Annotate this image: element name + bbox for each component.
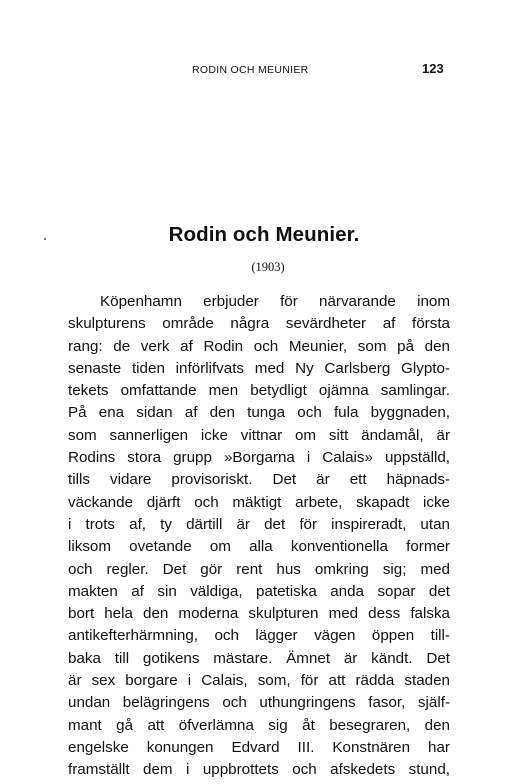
text-line: som sannerligen icke vittnar om sitt ändamål, är	[68, 426, 450, 444]
body-text	[68, 291, 450, 782]
text-line: mant gå att öfverlämna sig åt besegraren, den	[68, 716, 450, 734]
text-line: tekets omfattande men betydligt ojämna samlingar.	[68, 382, 450, 400]
text-line: baka till gotikens mästare. Ämnet är kändt. Det	[68, 649, 450, 667]
chapter-year: (1903)	[251, 260, 285, 274]
text-line: i trots af, ty därtill är det för inspireradt, utan	[68, 515, 450, 533]
running-title: RODIN OCH MEUNIER	[192, 64, 309, 76]
text-line: makten af sin väldiga, patetiska anda sopar det	[68, 582, 450, 600]
running-header	[0, 62, 520, 78]
text-line: bort hela den moderna skulpturen med dess falska	[68, 605, 450, 623]
text-line: skulpturens område några sevärdheter af första	[68, 315, 450, 333]
text-line: senaste tiden införlifvats med Ny Carlsberg Glypto-	[68, 359, 450, 377]
chapter-heading	[0, 221, 520, 249]
text-line: är sex borgare i Calais, som, för att rädda staden	[68, 672, 450, 690]
text-line: engelske konungen Edvard III. Konstnären har	[68, 738, 450, 756]
text-line: väckande djärft och mäktigt arbete, skapadt icke	[68, 493, 450, 511]
text-line: framställt dem i uppbrottets och afskedets stund,	[68, 761, 450, 779]
text-line: rang: de verk af Rodin och Meunier, som på den	[68, 337, 450, 355]
chapter-title: Rodin och Meunier.	[168, 223, 360, 246]
text-line: På ena sidan af den tunga och fula byggnaden,	[68, 404, 450, 422]
text-line: Köpenhamn erbjuder för närvarande inom	[100, 293, 450, 310]
chapter-year-row	[0, 259, 520, 275]
text-line: och regler. Det gör rent hus omkring sig; med	[68, 560, 450, 578]
text-line: antikefterhärmning, och lägger vägen öppen till-	[68, 627, 450, 645]
text-line: liksom ovetande om alla konventionella former	[68, 538, 450, 556]
page-number: 123	[422, 61, 444, 76]
text-line: undan belägringens och uthungringens fasor, själf-	[68, 694, 450, 712]
text-line: tills vidare provisoriskt. Det är ett häpnads-	[68, 471, 450, 489]
text-line: Rodins stora grupp »Borgarna i Calais» uppställd,	[68, 449, 450, 467]
